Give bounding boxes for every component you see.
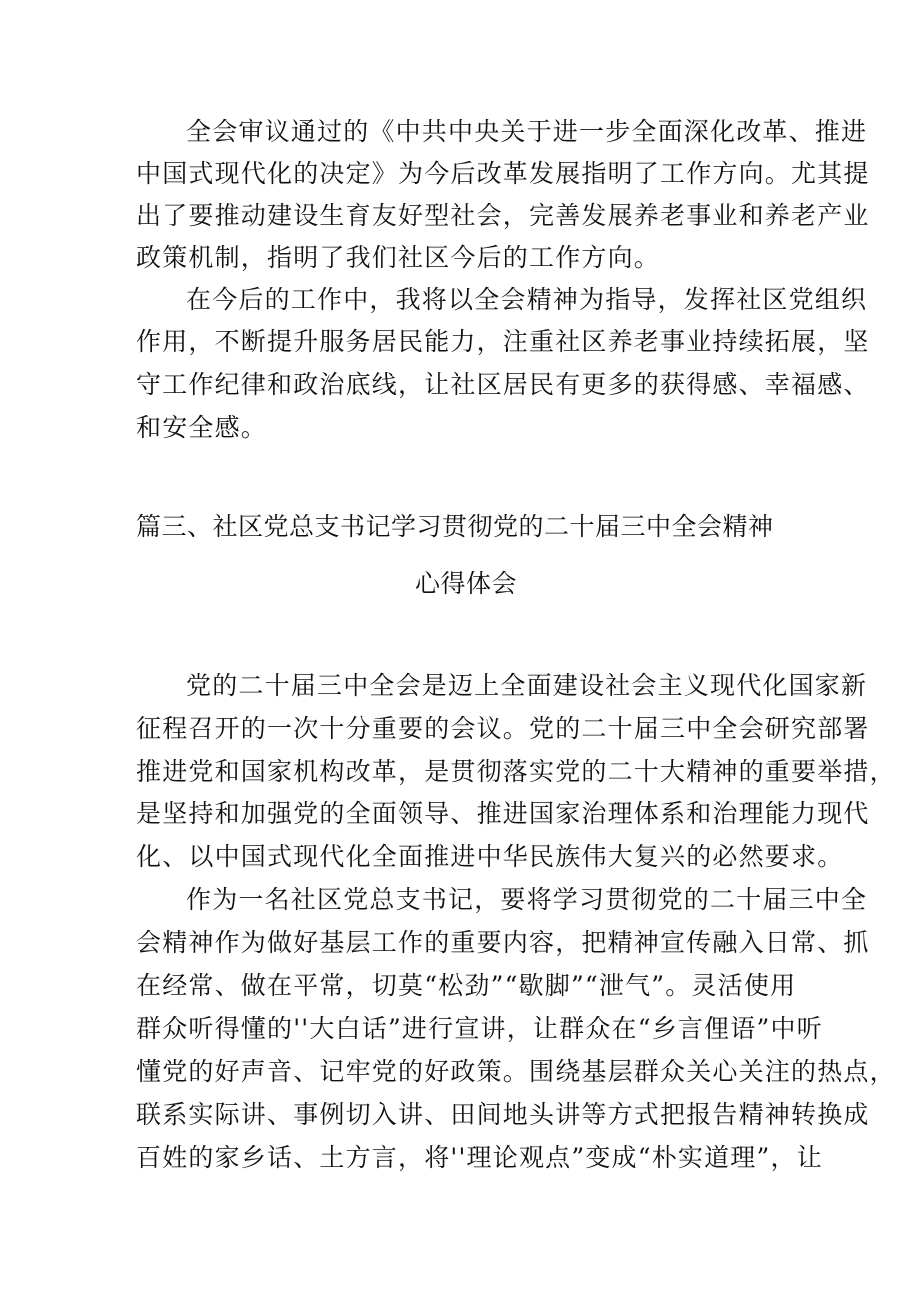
paragraph-line: 中国式现代化的决定》为今后改革发展指明了工作方向。尤其提 xyxy=(136,159,870,188)
paragraph-line: 全会审议通过的《中共中央关于进一步全面深化改革、推进 xyxy=(186,117,868,146)
paragraph-line: 征程召开的一次十分重要的会议。党的二十届三中全会研究部署 xyxy=(136,714,870,743)
paragraph-line: 百姓的家乡话、土方言，将''理论观点”变成“朴实道理”，让 xyxy=(136,1143,823,1172)
paragraph-line: 懂党的好声音、记牢党的好政策。围绕基层群众关心关注的热点， xyxy=(136,1057,896,1086)
paragraph-line: 和安全感。 xyxy=(136,413,268,442)
section-title: 心得体会 xyxy=(415,569,518,598)
paragraph-line: 是坚持和加强党的全面领导、推进国家治理体系和治理能力现代 xyxy=(136,799,870,828)
paragraph-line: 守工作纪律和政治底线，让社区居民有更多的获得感、幸福感、 xyxy=(136,370,870,399)
paragraph-line: 群众听得懂的''大白话”进行宣讲，让群众在“乡言俚语”中听 xyxy=(136,1014,823,1043)
paragraph-line: 作为一名社区党总支书记，要将学习贯彻党的二十届三中全 xyxy=(186,885,868,914)
paragraph-line: 联系实际讲、事例切入讲、田间地头讲等方式把报告精神转换成 xyxy=(136,1100,870,1129)
paragraph-line: 会精神作为做好基层工作的重要内容，把精神宣传融入日常、抓 xyxy=(136,928,870,957)
paragraph-line: 在经常、做在平常，切莫“松劲”“歇脚”“泄气”。灵活使用 xyxy=(136,971,797,1000)
paragraph-line: 化、以中国式现代化全面推进中华民族伟大复兴的必然要求。 xyxy=(136,842,844,871)
section-title: 篇三、社区党总支书记学习贯彻党的二十届三中全会精神 xyxy=(136,512,774,541)
paragraph-line: 推进党和国家机构改革，是贯彻落实党的二十大精神的重要举措， xyxy=(136,757,896,786)
paragraph-line: 在今后的工作中，我将以全会精神为指导，发挥社区党组织 xyxy=(186,285,868,314)
paragraph-line: 党的二十届三中全会是迈上全面建设社会主义现代化国家新 xyxy=(186,671,868,700)
paragraph-line: 作用，不断提升服务居民能力，注重社区养老事业持续拓展，坚 xyxy=(136,327,870,356)
paragraph-line: 出了要推动建设生育友好型社会，完善发展养老事业和养老产业 xyxy=(136,201,870,230)
paragraph-line: 政策机制，指明了我们社区今后的工作方向。 xyxy=(136,243,661,272)
